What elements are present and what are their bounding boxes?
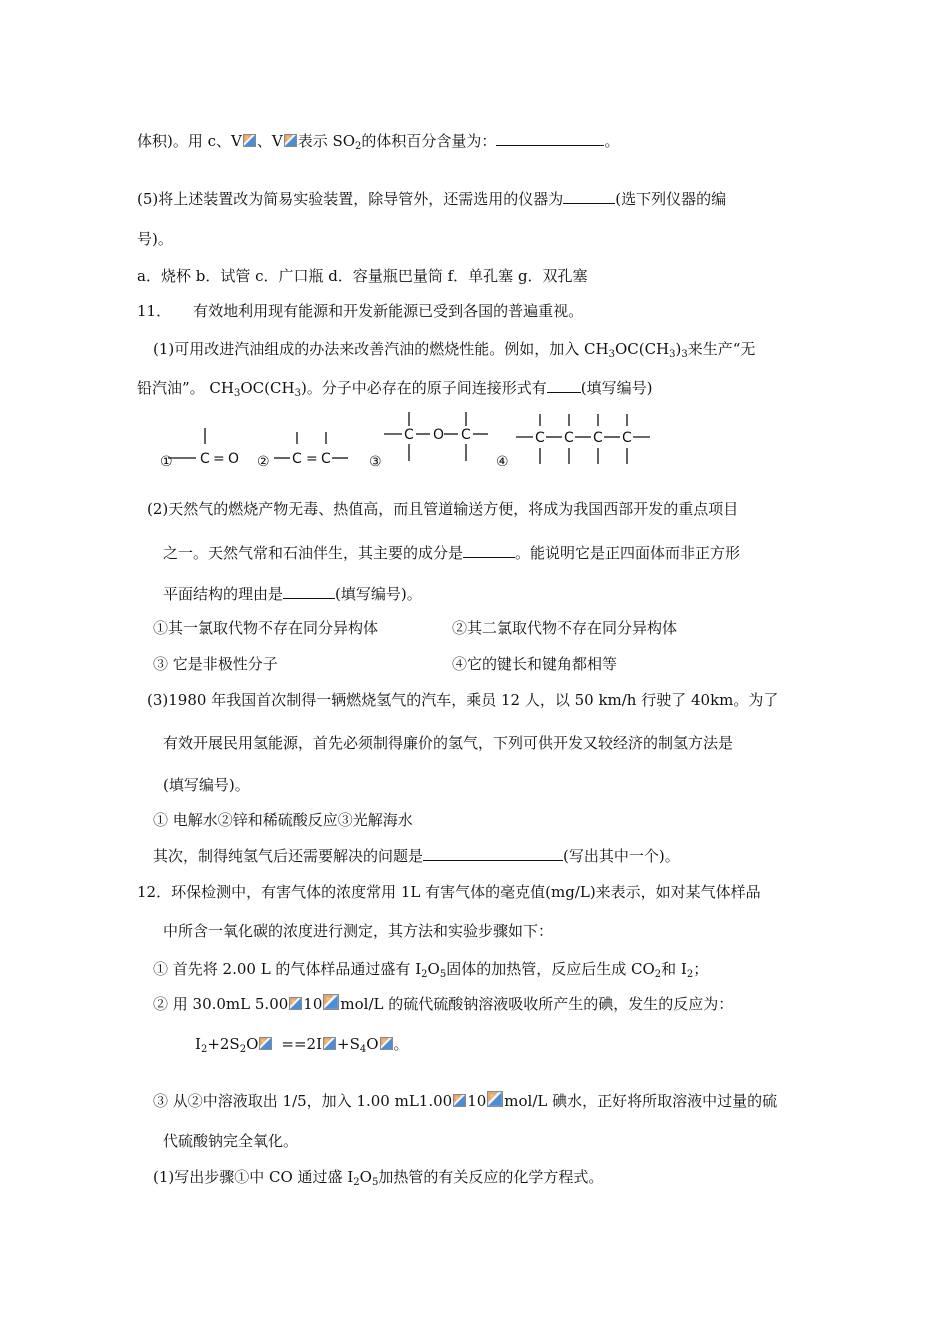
- answer-blank[interactable]: [423, 845, 563, 861]
- option-1-label: ①: [160, 454, 173, 470]
- answer-blank[interactable]: [547, 377, 581, 393]
- question-5-line-end: 号)。: [137, 230, 173, 248]
- question-11-part3-cont2: (填写编号)。: [163, 776, 250, 794]
- option-3-label: ③: [369, 454, 382, 470]
- question-11-part3: (3)1980 年我国首次制得一辆燃烧氢气的汽车，乘员 12 人，以 50 km/h 行驶了 40km。为了: [147, 691, 779, 709]
- atom-c: C: [292, 451, 302, 467]
- broken-image-icon: [453, 1094, 466, 1107]
- atom-c: C: [200, 451, 210, 467]
- question-12-step3-cont: 代硫酸钠完全氧化。: [163, 1132, 299, 1150]
- atom-c: C: [593, 430, 603, 446]
- atom-c: C: [622, 430, 632, 446]
- reaction-equation: $I_2+2S_2O ==2I +S_4O$ 。: [195, 1035, 409, 1055]
- question-11-part2-cont: 之一。天然气常和石油伴生，其主要的成分是 。能说明它是正四面体而非正方形: [163, 544, 741, 562]
- question-12-stem-cont: 中所含一氧化碳的浓度进行测定，其方法和实验步骤如下：: [163, 922, 554, 940]
- option-4-label: ④: [496, 454, 509, 470]
- answer-blank[interactable]: [563, 188, 615, 204]
- option-2-label: ②: [257, 454, 270, 470]
- bond-double: =: [306, 451, 318, 467]
- question-11-part3-cont: 有效开展民用氢能源，首先必须制得廉价的氢气，下列可供开发又较经济的制氢方法是: [163, 734, 734, 752]
- question-11-part2: (2)天然气的燃烧产物无毒、热值高，而且管道输送方便，将成为我国西部开发的重点项目: [147, 500, 739, 518]
- question-12-step1: ① 首先将 2.00 L 的气体样品通过盛有 $I_2O_5$固体的加热管，反应后生成 $CO_2$和 $I_2$；: [153, 960, 709, 980]
- atom-c: C: [564, 430, 574, 446]
- answer-blank[interactable]: [463, 542, 515, 558]
- atom-o: O: [433, 427, 445, 443]
- atom-c: C: [535, 430, 545, 446]
- question-12-stem: 12．环保检测中，有害气体的浓度常用 1L 有害气体的毫克值(mg/L)来表示，如对某气体样品: [137, 883, 761, 901]
- question-11-part3-options: ① 电解水②锌和稀硫酸反应③光解海水: [153, 811, 413, 829]
- bond-double: =: [213, 451, 225, 467]
- question-12-sub1: (1)写出步骤①中 CO 通过盛 $I_2O_5$加热管的有关反应的化学方程式。: [153, 1168, 604, 1188]
- broken-image-icon: [380, 1037, 393, 1050]
- question-5-line: (5)将上述装置改为简易实验装置，除导管外，还需选用的仪器为 (选下列仪器的编: [137, 190, 727, 208]
- question-12-step2: ② 用 30.0mL 5.00 10 mol/L 的硫代硫酸钠溶液吸收所产生的碘，发生的反应为：: [153, 995, 734, 1013]
- answer-blank[interactable]: [496, 130, 604, 146]
- question-11-part1: (1)可用改进汽油组成的办法来改善汽油的燃烧性能。例如，加入 $CH_3OC(CH_3)_3$来生产“无: [153, 340, 756, 360]
- broken-image-icon: [259, 1037, 272, 1050]
- broken-image-icon: [323, 1037, 336, 1050]
- broken-image-icon: [487, 1091, 503, 1107]
- choice-3: ③ 它是非极性分子: [153, 655, 278, 673]
- atom-c: C: [461, 427, 471, 443]
- question-11-part2-cont2: 平面结构的理由是 (填写编号)。: [163, 585, 422, 603]
- broken-image-icon: [243, 134, 256, 147]
- choice-1: ①其一氯取代物不存在同分异构体: [153, 619, 379, 637]
- broken-image-icon: [284, 134, 297, 147]
- question-12-step3: ③ 从②中溶液取出 1/5，加入 1.00 mL1.00 10 mol/L 碘水，正好将所取溶液中过量的硫: [153, 1092, 778, 1110]
- choice-2: ②其二氯取代物不存在同分异构体: [452, 619, 678, 637]
- atom-o: O: [228, 451, 240, 467]
- instrument-options: a．烧杯 b．试管 c．广口瓶 d．容量瓶巴量筒 f．单孔塞 g．双孔塞: [137, 267, 588, 285]
- atom-c: C: [404, 427, 414, 443]
- bond-structure-options: [150, 408, 670, 470]
- answer-blank[interactable]: [283, 583, 335, 599]
- question-11-part3-followup: 其次，制得纯氢气后还需要解决的问题是 (写出其中一个)。: [153, 847, 680, 865]
- question-11-part1-cont: 铅汽油”。 $CH_3OC(CH_3)$。分子中必存在的原子间连接形式有 (填写编号): [137, 379, 653, 399]
- question-11-stem: 11． 有效地利用现有能源和开发新能源已受到各国的普遍重视。: [137, 302, 584, 320]
- choice-4: ④它的键长和键角都相等: [452, 655, 618, 673]
- atom-c: C: [321, 451, 331, 467]
- broken-image-icon: [289, 997, 302, 1010]
- broken-image-icon: [323, 994, 339, 1010]
- line-volume-fraction: 体积)。用 c、V 、V 表示 $SO_2$的体积百分含量为： 。: [137, 132, 620, 152]
